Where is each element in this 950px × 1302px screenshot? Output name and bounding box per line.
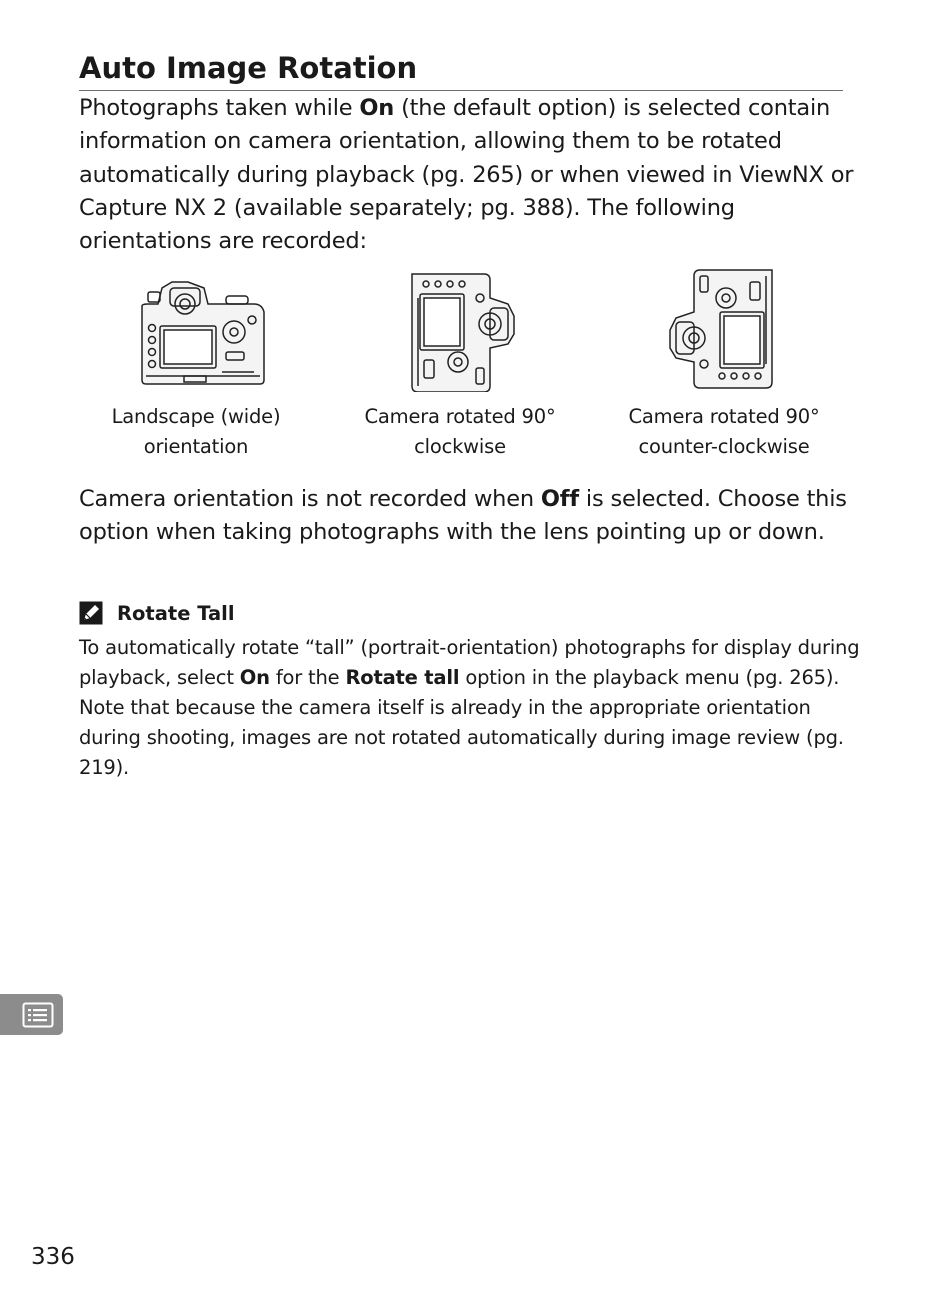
- off-paragraph: [79, 483, 869, 550]
- title-divider: [79, 90, 843, 91]
- note-paragraph: [79, 633, 869, 783]
- menu-list-icon: [22, 1002, 54, 1028]
- figure-counterclockwise: [604, 268, 844, 462]
- caption-line: clockwise: [414, 435, 506, 458]
- figure-caption-landscape: [76, 402, 316, 462]
- note-text: To automatically rotate “tall” (portrait-orientation) photographs for display during playback, select: [79, 636, 860, 689]
- page-number: 336: [31, 1244, 75, 1270]
- caption-line: Camera rotated 90°: [628, 405, 820, 428]
- note-title: Rotate Tall: [117, 601, 235, 625]
- figure-landscape: [76, 268, 316, 462]
- camera-rotated-counterclockwise-illustration: [604, 268, 844, 392]
- figure-caption-counterclockwise: [604, 402, 844, 462]
- caption-line: counter-clockwise: [638, 435, 810, 458]
- caption-line: orientation: [143, 435, 249, 458]
- section-tab[interactable]: [0, 994, 63, 1035]
- page-title: Auto Image Rotation: [79, 51, 418, 85]
- caption-line: Landscape (wide): [111, 405, 281, 428]
- intro-on-emphasis: On: [359, 95, 395, 121]
- figure-caption-clockwise: [340, 402, 580, 462]
- camera-landscape-illustration: [76, 268, 316, 392]
- note-rotate-tall-emphasis: Rotate tall: [345, 666, 460, 689]
- intro-text-continued: (the default option) is selected contain information on camera orientation, allowing them to be rotated automatically during playback (pg. 265) or when viewed in ViewNX or Capture NX 2 (available separately; pg. 388). The following orientations are recorded:: [79, 95, 854, 255]
- intro-text: Photographs taken while: [79, 95, 360, 121]
- intro-paragraph: [79, 92, 869, 258]
- caption-line: Camera rotated 90°: [364, 405, 556, 428]
- camera-rotated-clockwise-illustration: [340, 268, 580, 392]
- pencil-note-icon: [79, 601, 103, 625]
- off-text: Camera orientation is not recorded when: [79, 486, 541, 512]
- off-emphasis: Off: [540, 486, 579, 512]
- off-text-continued: is selected. Choose this option when taking photographs with the lens pointing up or down.: [79, 486, 847, 546]
- note-on-emphasis: On: [239, 666, 270, 689]
- note-text: for the: [269, 666, 346, 689]
- figure-clockwise: [340, 268, 580, 462]
- note-text-continued: option in the playback menu (pg. 265). Note that because the camera itself is already in the appropriate orientation during shooting, images are not rotated automatically during image review (pg. 219).: [79, 666, 844, 779]
- note-heading: [79, 598, 235, 628]
